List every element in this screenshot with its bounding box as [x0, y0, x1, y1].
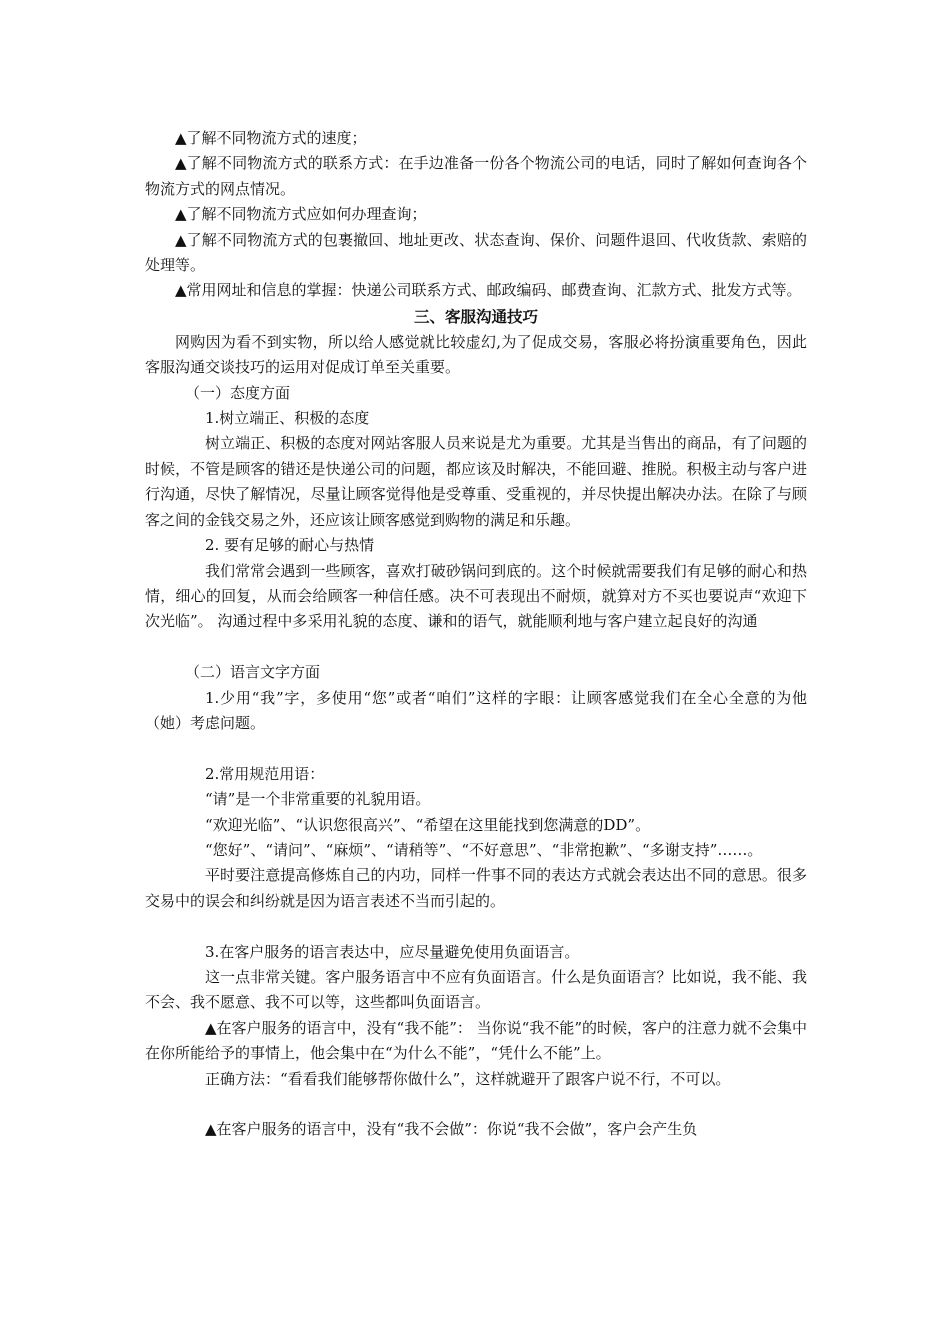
part1-item2-title: 2. 要有足够的耐心与热情	[205, 536, 375, 555]
phrase-greetings: “您好”、“请问”、“麻烦”、“请稍等”、“不好意思”、“非常抱歉”、“多谢支持”……。	[205, 840, 763, 859]
bullet-speed: ▲了解不同物流方式的速度；	[175, 129, 367, 147]
bullet-query: ▲了解不同物流方式应如何办理查询；	[175, 205, 427, 224]
correct-method: 正确方法：“看看我们能够帮你做什么”，这样就避开了跟客户说不行，不可以。	[205, 1069, 731, 1088]
bullet-contact: ▲了解不同物流方式的联系方式：在手边准备一份各个物流公司的电话，同时了解如何查询各个物流方式的网点情况。	[145, 154, 807, 198]
part2-heading: （二）语言文字方面	[185, 663, 321, 682]
phrase-welcome: “欢迎光临”、“认识您很高兴”、“希望在这里能找到您满意的DD”。	[205, 815, 651, 834]
document-body	[145, 126, 807, 1143]
bullet-package-handling: ▲了解不同物流方式的包裹撤回、地址更改、状态查询、保价、问题件退回、代收货款、索赔的处理等。	[145, 230, 807, 275]
bullet-common-info: ▲常用网址和信息的掌握：快递公司联系方式、邮政编码、邮费查询、汇款方式、批发方式等。	[175, 281, 802, 300]
part2-item3-body: 这一点非常关键。客户服务语言中不应有负面语言。什么是负面语言？比如说，我不能、我不会、我不愿意、我不可以等，这些都叫负面语言。	[145, 967, 807, 1012]
spacer	[145, 914, 807, 939]
bullet-wont-do: ▲在客户服务的语言中，没有“我不会做”：你说“我不会做”，客户会产生负	[205, 1120, 698, 1139]
spacer	[145, 635, 807, 660]
part1-heading: （一）态度方面	[185, 383, 291, 402]
phrase-please: “请”是一个非常重要的礼貌用语。	[205, 790, 431, 809]
part2-item2-title: 2.常用规范用语：	[205, 764, 325, 783]
spacer	[145, 736, 807, 761]
spacer	[145, 1092, 807, 1117]
intro-paragraph: 网购因为看不到实物，所以给人感觉就比较虚幻,为了促成交易，客服必将扮演重要角色，因此客服沟通交谈技巧的运用对促成订单至关重要。	[145, 332, 807, 377]
section-title: 三、客服沟通技巧	[413, 307, 538, 326]
part1-item1-title: 1.树立端正、积极的态度	[205, 409, 370, 428]
part2-item1: 1.少用“我”字，多使用“您”或者“咱们”这样的字眼：让顾客感觉我们在全心全意的为他（她）考虑问题。	[145, 688, 807, 732]
part2-item3-title: 3.在客户服务的语言表达中，应尽量避免使用负面语言。	[205, 942, 580, 961]
bullet-cannot: ▲在客户服务的语言中，没有“我不能”： 当你说“我不能”的时候，客户的注意力就不会集中在你所能给予的事情上，他会集中在“为什么不能”，“凭什么不能”上。	[145, 1018, 807, 1063]
part1-item2-body: 我们常常会遇到一些顾客，喜欢打破砂锅问到底的。这个时候就需要我们有足够的耐心和热情，细心的回复，从而会给顾客一种信任感。决不可表现出不耐烦，就算对方不买也要说声“欢迎下次光临”。 沟通过程中多采用礼貌的态度、谦和的语气，就能顺利地与客户建立起良好的沟通	[145, 561, 807, 631]
part2-item2-body: 平时要注意提高修炼自己的内功，同样一件事不同的表达方式就会表达出不同的意思。很多交易中的误会和纠纷就是因为语言表述不当而引起的。	[145, 866, 807, 910]
part1-item1-body: 树立端正、积极的态度对网站客服人员来说是尤为重要。尤其是当售出的商品，有了问题的时候，不管是顾客的错还是快递公司的问题，都应该及时解决，不能回避、推脱。积极主动与客户进行沟通，尽快了解情况，尽量让顾客觉得他是受尊重、受重视的，并尽快提出解决办法。在除了与顾客之间的金钱交易之外，还应该让顾客感觉到购物的满足和乐趣。	[145, 434, 807, 529]
